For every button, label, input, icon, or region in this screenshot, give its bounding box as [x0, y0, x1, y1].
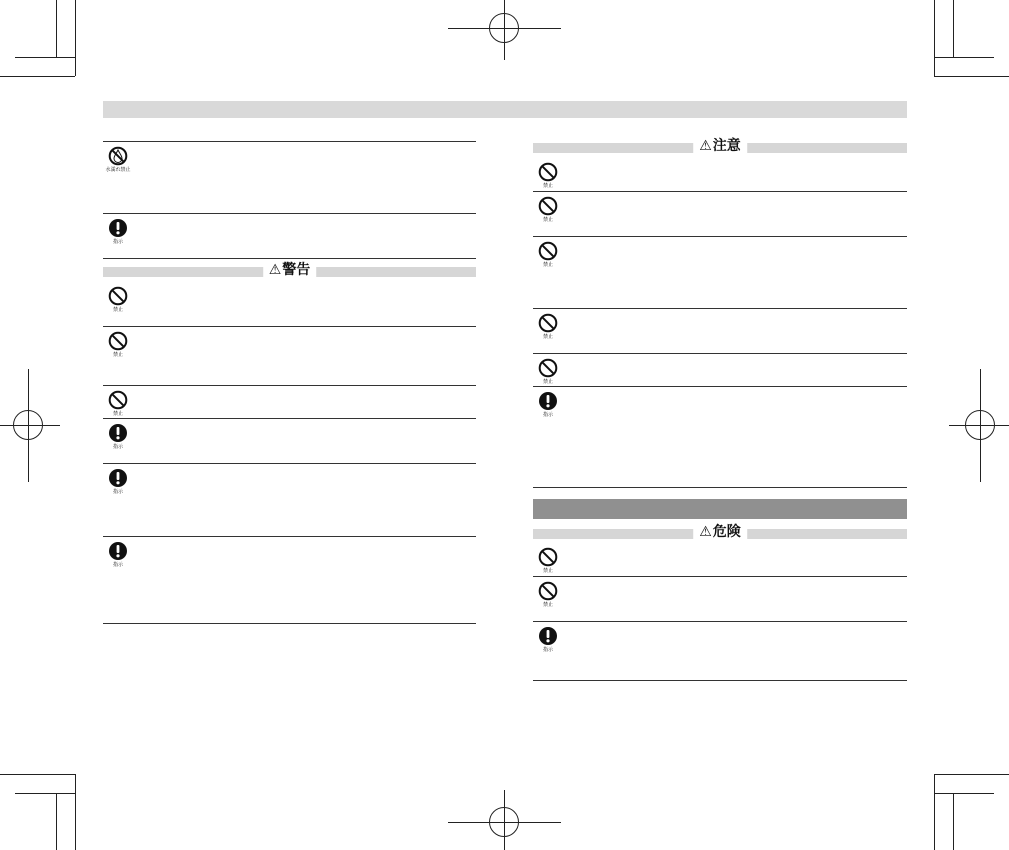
instruction-item	[103, 541, 133, 568]
section-heading-bar	[533, 499, 907, 519]
prohibited-item	[533, 581, 563, 608]
crop-mark	[934, 793, 994, 794]
divider	[103, 623, 476, 624]
warning-triangle-icon: ⚠	[699, 524, 712, 540]
prohibited-caption: 禁止	[542, 568, 553, 574]
divider	[103, 418, 476, 419]
prohibited-icon	[538, 162, 558, 182]
caution-title-text: 注意	[712, 138, 741, 154]
crop-mark	[75, 0, 76, 76]
warning-title	[263, 261, 317, 279]
crop-mark	[15, 57, 75, 58]
prohibited-icon	[108, 286, 128, 306]
warning-section-header	[103, 264, 476, 278]
instruction-item	[533, 626, 563, 653]
prohibited-icon	[538, 358, 558, 378]
prohibited-item	[533, 162, 563, 189]
prohibited-caption: 禁止	[542, 334, 553, 340]
danger-title	[693, 523, 747, 541]
prohibited-icon	[538, 196, 558, 216]
prohibited-caption: 禁止	[542, 183, 553, 189]
exclamation-icon	[108, 468, 128, 488]
instruction-caption: 指示	[112, 489, 123, 495]
divider	[103, 326, 476, 327]
prohibited-item	[533, 547, 563, 574]
registration-mark	[489, 13, 519, 43]
prohibited-item	[103, 390, 133, 417]
crop-mark	[934, 774, 1009, 775]
divider	[103, 258, 476, 259]
registration-mark	[489, 807, 519, 837]
prohibited-caption: 禁止	[542, 217, 553, 223]
instruction-caption: 指示	[112, 562, 123, 568]
instruction-caption: 指示	[112, 239, 123, 245]
divider	[533, 680, 907, 681]
divider	[533, 353, 907, 354]
water-prohibited-icon	[108, 146, 128, 166]
prohibited-icon	[538, 313, 558, 333]
registration-mark	[13, 410, 43, 440]
divider	[533, 236, 907, 237]
warning-title-text: 警告	[282, 262, 311, 278]
exclamation-icon	[108, 423, 128, 443]
crop-mark	[934, 0, 935, 76]
divider	[533, 191, 907, 192]
divider	[533, 621, 907, 622]
instruction-item	[103, 423, 133, 450]
instruction-caption: 指示	[542, 647, 553, 653]
exclamation-icon	[538, 626, 558, 646]
prohibited-icon	[538, 241, 558, 261]
registration-mark	[965, 410, 995, 440]
prohibited-caption: 禁止	[112, 411, 123, 417]
divider	[533, 576, 907, 577]
prohibited-item	[103, 286, 133, 313]
crop-mark	[56, 793, 57, 850]
crop-mark	[75, 774, 76, 850]
water-prohibited-item	[103, 146, 133, 173]
prohibited-caption: 禁止	[542, 262, 553, 268]
right-column	[533, 0, 907, 850]
crop-mark	[934, 57, 994, 58]
instruction-item	[103, 468, 133, 495]
crop-mark	[953, 0, 954, 57]
divider	[103, 141, 476, 142]
left-column	[103, 0, 476, 850]
prohibited-icon	[108, 390, 128, 410]
prohibited-item	[533, 241, 563, 268]
divider	[103, 536, 476, 537]
prohibited-icon	[538, 547, 558, 567]
divider	[533, 487, 907, 488]
prohibited-caption: 禁止	[542, 602, 553, 608]
divider	[533, 308, 907, 309]
prohibited-caption: 禁止	[112, 307, 123, 313]
crop-mark	[0, 76, 75, 77]
prohibited-icon	[108, 331, 128, 351]
crop-mark	[953, 793, 954, 850]
exclamation-icon	[108, 541, 128, 561]
water-prohibited-caption: 水濡れ禁止	[105, 167, 131, 173]
crop-mark	[0, 774, 75, 775]
warning-triangle-icon: ⚠	[699, 138, 712, 154]
prohibited-item	[533, 358, 563, 385]
prohibited-item	[533, 196, 563, 223]
prohibited-caption: 禁止	[112, 352, 123, 358]
prohibited-item	[533, 313, 563, 340]
divider	[103, 213, 476, 214]
instruction-caption: 指示	[112, 444, 123, 450]
danger-section-header	[533, 526, 907, 540]
instruction-caption: 指示	[542, 412, 553, 418]
prohibited-caption: 禁止	[542, 379, 553, 385]
prohibited-icon	[538, 581, 558, 601]
crop-mark	[934, 774, 935, 850]
divider	[103, 463, 476, 464]
warning-triangle-icon: ⚠	[268, 262, 282, 278]
divider	[103, 385, 476, 386]
caution-title	[693, 137, 747, 155]
crop-mark	[15, 793, 75, 794]
crop-mark	[56, 0, 57, 57]
divider	[533, 386, 907, 387]
crop-mark	[934, 76, 1009, 77]
instruction-item	[533, 391, 563, 418]
caution-section-header	[533, 140, 907, 154]
exclamation-icon	[538, 391, 558, 411]
instruction-item	[103, 218, 133, 245]
exclamation-icon	[108, 218, 128, 238]
danger-title-text: 危険	[712, 524, 741, 540]
prohibited-item	[103, 331, 133, 358]
